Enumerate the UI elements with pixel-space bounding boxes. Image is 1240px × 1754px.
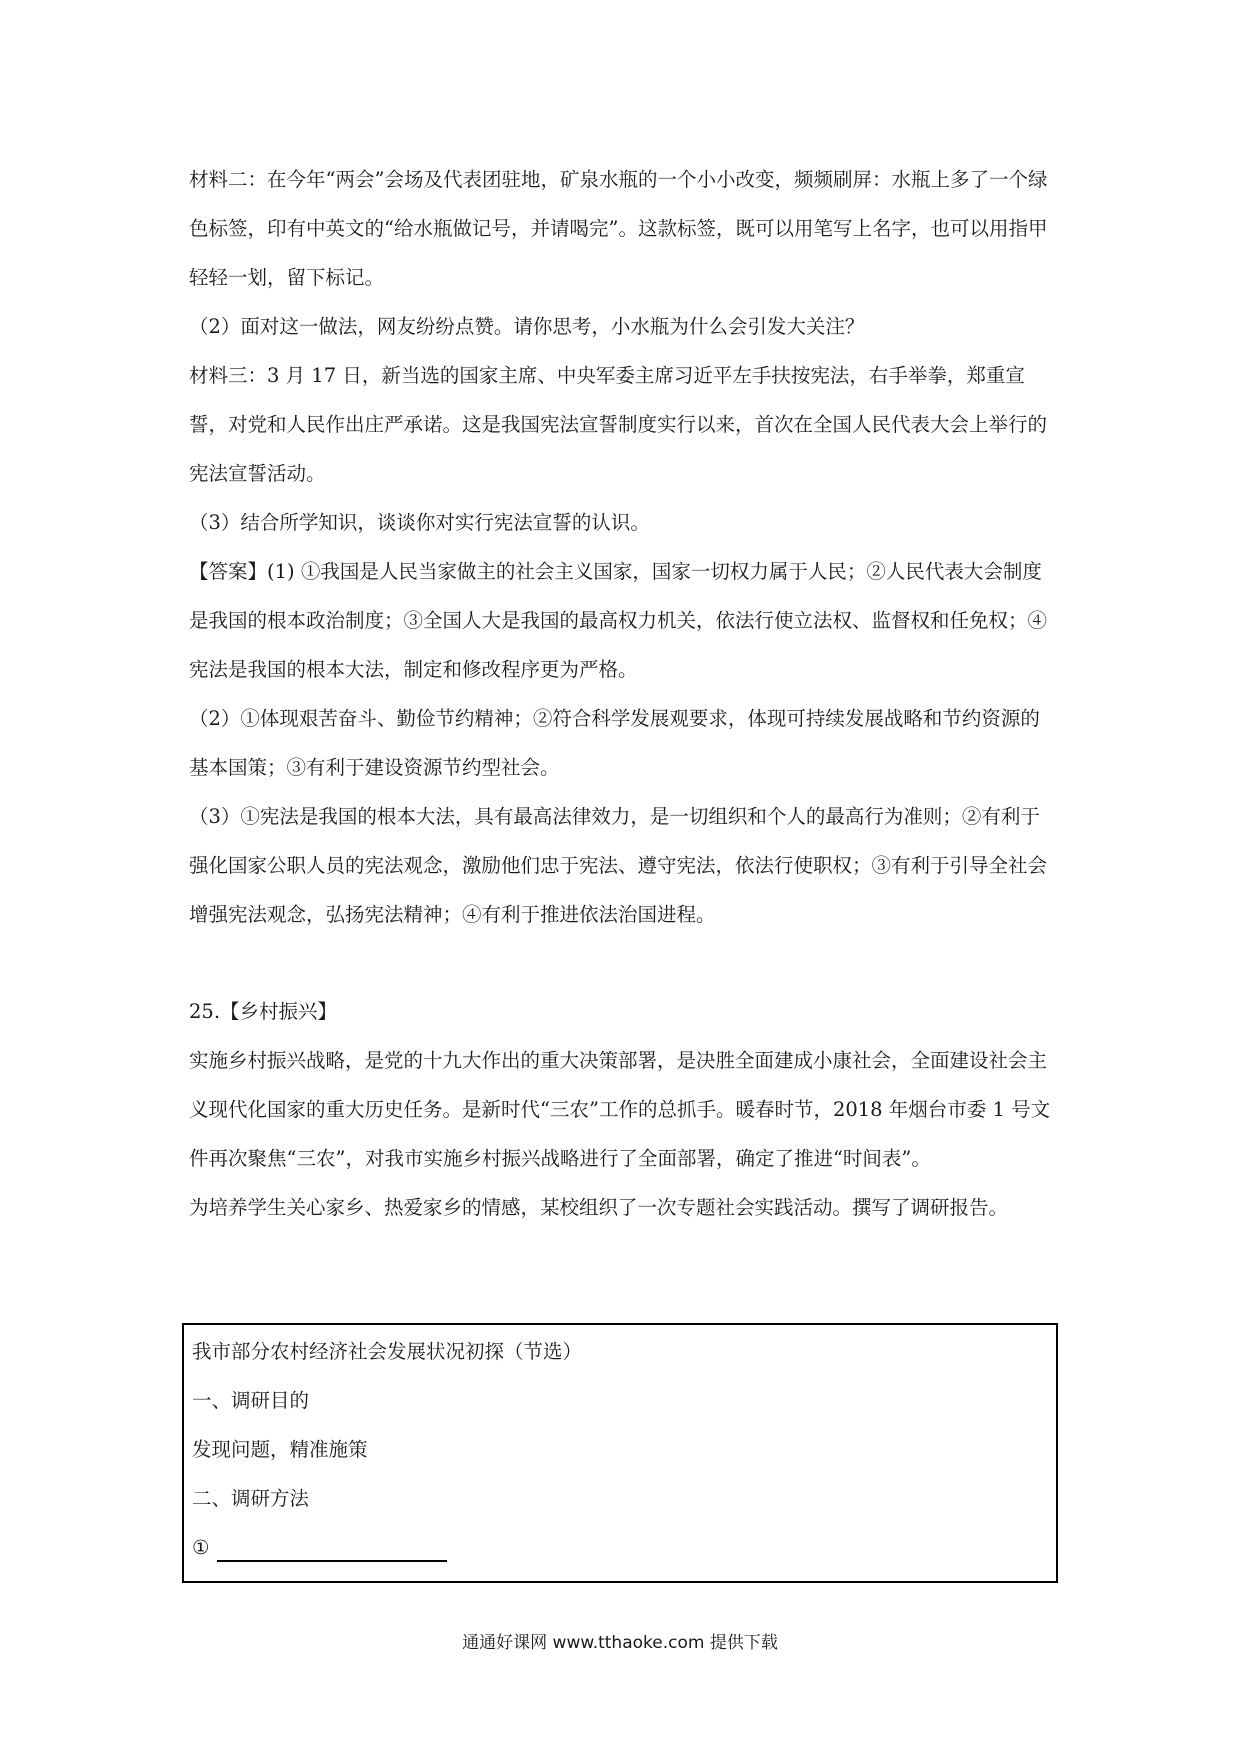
answer-blank — [217, 1536, 447, 1562]
question-2: （2）面对这一做法，网友纷纷点赞。请你思考，小水瓶为什么会引发大关注？ — [189, 315, 865, 338]
rural-revitalization-text: 实施乡村振兴战略，是党的十九大作出的重大决策部署，是决胜全面建成小康社会，全面建设社会主义现代化国家的重大历史任务。是新时代“三农”工作的总抓手。暖春时节，2018 年烟台市委 1 号文件再次聚焦“三农”，对我市实施乡村振兴战略进行了全面部署，确定了推进“时间表”。 — [189, 1049, 1051, 1170]
report-title: 我市部分农村经济社会发展状况初探（节选） — [192, 1340, 583, 1363]
page-footer: 通通好课网 www.tthaoke.com 提供下载 — [462, 1633, 778, 1653]
method-item-1 — [192, 1523, 1056, 1572]
survey-intro: 为培养学生关心家乡、热爱家乡的情感，某校组织了一次专题社会实践活动。撰写了调研报告。 — [189, 1196, 1009, 1219]
answer-3: （3）①宪法是我国的根本大法，具有最高法律效力，是一切组织和个人的最高行为准则；②有利于强化国家公职人员的宪法观念，激励他们忠于宪法、遵守宪法，依法行使职权；③有利于引导全社会增强宪法观念，弘扬宪法精神；④有利于推进依法治国进程。 — [189, 805, 1048, 926]
item-marker: ① — [192, 1536, 210, 1559]
material-two: 材料二：在今年“两会”会场及代表团驻地，矿泉水瓶的一个小小改变，频频刷屏：水瓶上多了一个绿色标签，印有中英文的“给水瓶做记号，并请喝完”。这款标签，既可以用笔写上名字，也可以用指甲轻轻一划，留下标记。 — [189, 168, 1048, 289]
document-body — [189, 155, 1051, 1232]
question-3: （3）结合所学知识，谈谈你对实行宪法宣誓的认识。 — [189, 511, 650, 534]
answer-1: 【答案】(1) ①我国是人民当家做主的社会主义国家，国家一切权力属于人民；②人民代表大会制度是我国的根本政治制度；③全国人大是我国的最高权力机关，依法行使立法权、监督权和任免权；④宪法是我国的根本大法，制定和修改程序更为严格。 — [189, 560, 1048, 681]
report-box — [182, 1323, 1058, 1583]
section-method: 二、调研方法 — [192, 1487, 310, 1510]
question-25-heading: 25.【乡村振兴】 — [189, 1000, 338, 1023]
material-three: 材料三：3 月 17 日，新当选的国家主席、中央军委主席习近平左手扶按宪法，右手举拳，郑重宣誓，对党和人民作出庄严承诺。这是我国宪法宣誓制度实行以来，首次在全国人民代表大会上举行的宪法宣誓活动。 — [189, 364, 1048, 485]
answer-2: （2）①体现艰苦奋斗、勤俭节约精神；②符合科学发展观要求，体现可持续发展战略和节约资源的基本国策；③有利于建设资源节约型社会。 — [189, 707, 1040, 779]
section-purpose: 一、调研目的 — [192, 1389, 310, 1412]
spacer — [189, 939, 1051, 987]
section-purpose-text: 发现问题，精准施策 — [192, 1438, 368, 1461]
